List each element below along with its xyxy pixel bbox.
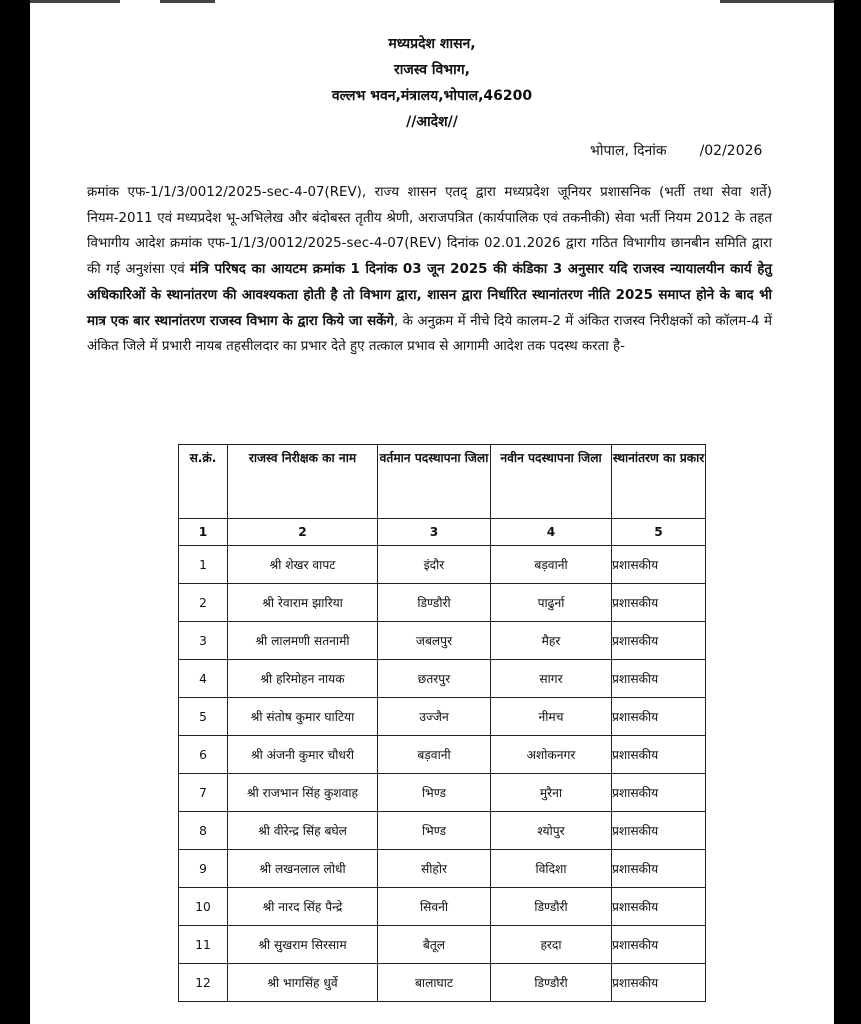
header-order-title: //आदेश// [406,114,458,130]
cell-serial: 6 [179,736,228,774]
cell-serial: 12 [179,964,228,1002]
cell-current-district: बड़वानी [378,736,491,774]
column-number: 4 [491,519,612,546]
cell-transfer-type: प्रशासकीय [612,774,706,812]
cell-transfer-type: प्रशासकीय [612,812,706,850]
cell-serial: 1 [179,546,228,584]
cell-inspector-name: श्री हरिमोहन नायक [228,660,378,698]
header-current-district: वर्तमान पदस्थापना जिला [378,445,491,519]
cell-current-district: इंदौर [378,546,491,584]
table-row [179,888,706,926]
transfer-table [178,444,706,1002]
cell-new-district: डिण्डौरी [491,964,612,1002]
cell-serial: 7 [179,774,228,812]
column-number: 3 [378,519,491,546]
header-transfer-type: स्थानांतरण का प्रकार [612,445,706,519]
cell-inspector-name: श्री शेखर वापट [228,546,378,584]
cell-serial: 8 [179,812,228,850]
order-body [87,180,772,360]
cell-inspector-name: श्री लालमणी सतनामी [228,622,378,660]
cell-new-district: पाढुर्ना [491,584,612,622]
scan-mark [720,0,834,3]
column-number: 2 [228,519,378,546]
cell-transfer-type: प्रशासकीय [612,622,706,660]
header-serial: स.क्रं. [179,445,228,519]
cell-new-district: विदिशा [491,850,612,888]
table-row [179,812,706,850]
table-row [179,850,706,888]
cell-inspector-name: श्री लखनलाल लोधी [228,850,378,888]
table-body [179,546,706,1002]
cell-current-district: भिण्ड [378,812,491,850]
column-number-row [179,519,706,546]
cell-serial: 11 [179,926,228,964]
cell-new-district: हरदा [491,926,612,964]
cell-current-district: बालाघाट [378,964,491,1002]
table-row [179,584,706,622]
cell-new-district: मुरैना [491,774,612,812]
cell-transfer-type: प्रशासकीय [612,660,706,698]
header-government: मध्यप्रदेश शासन, [388,36,476,52]
cell-inspector-name: श्री नारद सिंह पैन्द्रे [228,888,378,926]
cell-transfer-type: प्रशासकीय [612,736,706,774]
cell-serial: 5 [179,698,228,736]
order-body-part2: , के अनुक्रम में नीचे दिये कालम-2 में अंकित राजस्व निरीक्षकों को कॉलम-4 में अंकित जिले में प्रभारी नायब तहसीलदार का प्रभार देते हुए तत्काल प्रभाव से आगामी आदेश तक पदस्थ करता है- [87,313,772,355]
cell-current-district: बैतूल [378,926,491,964]
cell-transfer-type: प्रशासकीय [612,888,706,926]
cell-inspector-name: श्री संतोष कुमार घाटिया [228,698,378,736]
cell-serial: 2 [179,584,228,622]
cell-serial: 3 [179,622,228,660]
table-row [179,736,706,774]
scan-mark [160,0,215,3]
cell-serial: 10 [179,888,228,926]
cell-inspector-name: श्री सुखराम सिरसाम [228,926,378,964]
cell-transfer-type: प्रशासकीय [612,850,706,888]
cell-new-district: सागर [491,660,612,698]
order-body-bold: मंत्रि परिषद का आयटम क्रमांक 1 दिनांक 03 जून 2025 की कंडिका 3 अनुसार यदि राजस्व न्यायालयीन कार्य हेतु अधिकारिओं के स्थानांतरण की आवश्यकता होती है तो विभाग द्वारा, शासन द्वारा निर्धारित स्थानांतरण नीति 2025 समाप्त होने के बाद भी मात्र एक बार स्थानांतरण राजस्व विभाग के द्वारा किये जा सकेंगे [87,262,772,329]
cell-inspector-name: श्री राजभान सिंह कुशवाह [228,774,378,812]
cell-serial: 4 [179,660,228,698]
cell-current-district: डिण्डौरी [378,584,491,622]
cell-new-district: अशोकनगर [491,736,612,774]
cell-new-district: मैहर [491,622,612,660]
cell-new-district: डिण्डौरी [491,888,612,926]
cell-transfer-type: प्रशासकीय [612,926,706,964]
table-row [179,698,706,736]
table-row [179,964,706,1002]
cell-transfer-type: प्रशासकीय [612,698,706,736]
cell-new-district: श्योपुर [491,812,612,850]
dateline-date: /02/2026 [699,143,763,159]
cell-current-district: भिण्ड [378,774,491,812]
cell-inspector-name: श्री वीरेन्द्र सिंह बघेल [228,812,378,850]
cell-current-district: सिवनी [378,888,491,926]
cell-current-district: उज्जैन [378,698,491,736]
cell-serial: 9 [179,850,228,888]
scan-mark [30,0,120,3]
cell-current-district: जबलपुर [378,622,491,660]
cell-current-district: सीहोर [378,850,491,888]
cell-inspector-name: श्री अंजनी कुमार चौधरी [228,736,378,774]
column-number: 5 [612,519,706,546]
cell-transfer-type: प्रशासकीय [612,546,706,584]
table-row [179,546,706,584]
cell-new-district: बड़वानी [491,546,612,584]
cell-inspector-name: श्री भागसिंह धुर्वे [228,964,378,1002]
order-body-part1: क्रमांक एफ-1/1/3/0012/2025-sec-4-07(REV), राज्य शासन एतद् द्वारा मध्यप्रदेश जूनियर प्रशासनिक (भर्ती तथा सेवा शर्ते) नियम-2011 एवं मध्यप्रदेश भू-अभिलेख और बंदोबस्त तृतीय श्रेणी, अराजपत्रित (कार्यपालिक एवं तकनीकी) सेवा भर्ती नियम 2012 के तहत विभागीय आदेश क्रमांक एफ-1/1/3/0012/2025-sec-4-07(REV) दिनांक 02.01.2026 द्वारा गठित विभागीय छानबीन समिति द्वारा की गई अनुशंसा एवं [87,185,772,278]
dateline [590,141,762,160]
table-row [179,774,706,812]
header-department: राजस्व विभाग, [394,62,470,78]
table-header-row [179,445,706,519]
header-name: राजस्व निरीक्षक का नाम [228,445,378,519]
header-new-district: नवीन पदस्थापना जिला [491,445,612,519]
cell-inspector-name: श्री रेवाराम झारिया [228,584,378,622]
column-number: 1 [179,519,228,546]
table-row [179,622,706,660]
header-address: वल्लभ भवन,मंत्रालय,भोपाल,46200 [331,88,533,104]
table-row [179,660,706,698]
dateline-place: भोपाल, दिनांक [590,143,667,159]
table-row [179,926,706,964]
cell-transfer-type: प्रशासकीय [612,584,706,622]
cell-current-district: छतरपुर [378,660,491,698]
document-page [30,0,834,1024]
cell-new-district: नीमच [491,698,612,736]
cell-transfer-type: प्रशासकीय [612,964,706,1002]
